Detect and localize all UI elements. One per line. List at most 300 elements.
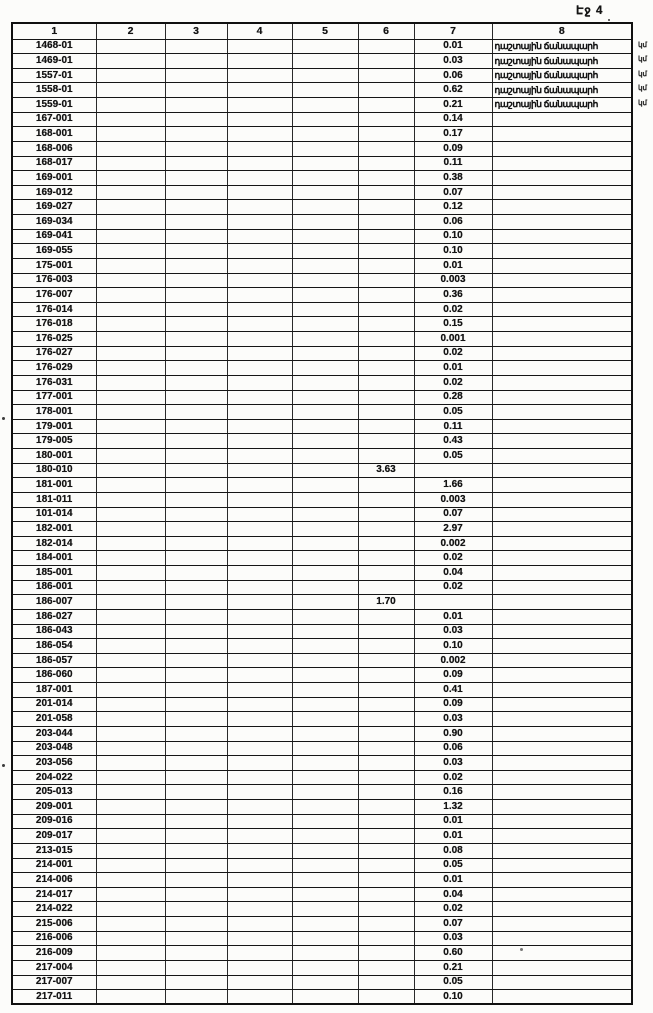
value-col6-cell xyxy=(358,668,414,683)
code-cell: 209-017 xyxy=(12,829,96,844)
road-type-cell xyxy=(492,200,632,215)
empty-cell xyxy=(227,800,292,815)
code-cell: 175-001 xyxy=(12,258,96,273)
value-col6-cell xyxy=(358,419,414,434)
empty-cell xyxy=(96,200,165,215)
road-type-cell xyxy=(492,990,632,1005)
value-col7-cell: 0.002 xyxy=(414,536,492,551)
value-col7-cell xyxy=(414,463,492,478)
value-col6-cell xyxy=(358,580,414,595)
empty-cell xyxy=(165,522,227,537)
value-col7-cell: 0.002 xyxy=(414,653,492,668)
scan-speck xyxy=(608,19,610,21)
code-cell: 213-015 xyxy=(12,843,96,858)
code-cell: 176-027 xyxy=(12,346,96,361)
value-col6-cell xyxy=(358,800,414,815)
empty-cell xyxy=(292,609,358,624)
value-col7-cell: 0.10 xyxy=(414,244,492,259)
table-row xyxy=(12,975,632,990)
empty-cell xyxy=(165,551,227,566)
value-col6-cell xyxy=(358,346,414,361)
road-type-label: դաշտային ճանապարհ xyxy=(494,55,598,66)
empty-cell xyxy=(292,419,358,434)
value-col7-cell: 0.001 xyxy=(414,332,492,347)
table-row xyxy=(12,273,632,288)
empty-cell xyxy=(165,990,227,1005)
empty-cell xyxy=(227,507,292,522)
value-col7-cell: 0.01 xyxy=(414,39,492,54)
empty-cell xyxy=(96,902,165,917)
empty-cell xyxy=(165,770,227,785)
road-type-cell xyxy=(492,54,647,69)
road-type-cell xyxy=(492,960,632,975)
table-row xyxy=(12,595,632,610)
empty-cell xyxy=(96,375,165,390)
empty-cell xyxy=(227,566,292,581)
table-row xyxy=(12,697,632,712)
empty-cell xyxy=(165,302,227,317)
road-type-cell xyxy=(492,507,632,522)
empty-cell xyxy=(96,624,165,639)
scan-speck xyxy=(520,948,523,951)
table-row xyxy=(12,639,632,654)
code-cell: 169-041 xyxy=(12,229,96,244)
table-row xyxy=(12,229,632,244)
road-type-cell xyxy=(492,258,632,273)
road-type-cell xyxy=(492,975,632,990)
value-col7-cell: 0.10 xyxy=(414,229,492,244)
empty-cell xyxy=(96,536,165,551)
empty-cell xyxy=(227,683,292,698)
value-col7-cell: 1.66 xyxy=(414,478,492,493)
table-header-row xyxy=(12,23,632,39)
road-type-cell xyxy=(492,609,632,624)
table-row xyxy=(12,405,632,420)
empty-cell xyxy=(165,668,227,683)
empty-cell xyxy=(227,697,292,712)
value-col6-cell xyxy=(358,960,414,975)
empty-cell xyxy=(165,609,227,624)
value-col6-cell xyxy=(358,302,414,317)
empty-cell xyxy=(96,156,165,171)
empty-cell xyxy=(96,683,165,698)
table-row xyxy=(12,785,632,800)
table-row xyxy=(12,463,632,478)
table-row xyxy=(12,829,632,844)
table-row xyxy=(12,98,632,113)
table-row xyxy=(12,156,632,171)
value-col7-cell: 0.03 xyxy=(414,756,492,771)
empty-cell xyxy=(165,756,227,771)
empty-cell xyxy=(292,229,358,244)
empty-cell xyxy=(227,726,292,741)
scan-speck xyxy=(2,417,5,420)
table-row xyxy=(12,712,632,727)
value-col7-cell: 0.09 xyxy=(414,697,492,712)
table-row xyxy=(12,449,632,464)
empty-cell xyxy=(96,478,165,493)
page-number: Էջ 4 xyxy=(576,5,604,17)
empty-cell xyxy=(165,712,227,727)
empty-cell xyxy=(165,566,227,581)
value-col7-cell: 0.02 xyxy=(414,302,492,317)
empty-cell xyxy=(292,317,358,332)
table-row xyxy=(12,668,632,683)
value-col6-cell xyxy=(358,770,414,785)
empty-cell xyxy=(165,171,227,186)
empty-cell xyxy=(165,463,227,478)
road-type-cell xyxy=(492,536,632,551)
code-cell: 209-016 xyxy=(12,814,96,829)
empty-cell xyxy=(96,273,165,288)
column-header: 3 xyxy=(165,23,227,39)
value-col7-cell: 0.21 xyxy=(414,960,492,975)
empty-cell xyxy=(227,639,292,654)
road-type-cell xyxy=(492,668,632,683)
value-col7-cell: 0.003 xyxy=(414,273,492,288)
code-cell: 178-001 xyxy=(12,405,96,420)
empty-cell xyxy=(227,419,292,434)
road-type-label: դաշտային ճանապարհ xyxy=(494,40,598,51)
empty-cell xyxy=(165,229,227,244)
code-cell: 201-014 xyxy=(12,697,96,712)
empty-cell xyxy=(227,317,292,332)
value-col7-cell: 0.02 xyxy=(414,375,492,390)
empty-cell xyxy=(165,405,227,420)
empty-cell xyxy=(96,229,165,244)
empty-cell xyxy=(165,653,227,668)
empty-cell xyxy=(165,156,227,171)
empty-cell xyxy=(227,288,292,303)
table-row xyxy=(12,946,632,961)
empty-cell xyxy=(96,288,165,303)
value-col7-cell: 0.38 xyxy=(414,171,492,186)
table-row xyxy=(12,317,632,332)
value-col6-cell xyxy=(358,449,414,464)
value-col7-cell: 0.02 xyxy=(414,902,492,917)
empty-cell xyxy=(96,609,165,624)
table-row xyxy=(12,756,632,771)
code-cell: 182-001 xyxy=(12,522,96,537)
empty-cell xyxy=(292,361,358,376)
empty-cell xyxy=(227,580,292,595)
table-row xyxy=(12,814,632,829)
empty-cell xyxy=(96,814,165,829)
empty-cell xyxy=(165,98,227,113)
code-cell: 184-001 xyxy=(12,551,96,566)
empty-cell xyxy=(292,580,358,595)
empty-cell xyxy=(96,141,165,156)
empty-cell xyxy=(96,83,165,98)
value-col6-cell xyxy=(358,814,414,829)
road-type-cell xyxy=(492,478,632,493)
empty-cell xyxy=(165,917,227,932)
value-col7-cell: 0.10 xyxy=(414,990,492,1005)
value-col7-cell: 0.11 xyxy=(414,419,492,434)
road-type-cell xyxy=(492,858,632,873)
value-col6-cell xyxy=(358,712,414,727)
table-row xyxy=(12,200,632,215)
code-cell: 176-007 xyxy=(12,288,96,303)
empty-cell xyxy=(165,332,227,347)
table-row xyxy=(12,858,632,873)
code-cell: 176-014 xyxy=(12,302,96,317)
value-col7-cell: 0.08 xyxy=(414,843,492,858)
value-col6-cell xyxy=(358,551,414,566)
value-col7-cell: 0.01 xyxy=(414,873,492,888)
empty-cell xyxy=(96,697,165,712)
road-type-cell xyxy=(492,522,632,537)
table-row xyxy=(12,171,632,186)
code-cell: 1557-01 xyxy=(12,68,96,83)
empty-cell xyxy=(96,492,165,507)
value-col7-cell: 0.17 xyxy=(414,127,492,142)
empty-cell xyxy=(227,668,292,683)
empty-cell xyxy=(165,829,227,844)
empty-cell xyxy=(292,141,358,156)
value-col7-cell xyxy=(414,595,492,610)
table-row xyxy=(12,215,632,230)
empty-cell xyxy=(96,931,165,946)
road-data-table xyxy=(11,22,647,1005)
empty-cell xyxy=(227,960,292,975)
empty-cell xyxy=(96,346,165,361)
road-type-cell xyxy=(492,375,632,390)
road-type-cell xyxy=(492,843,632,858)
empty-cell xyxy=(227,39,292,54)
empty-cell xyxy=(227,931,292,946)
empty-cell xyxy=(292,83,358,98)
value-col7-cell: 0.36 xyxy=(414,288,492,303)
road-type-cell xyxy=(492,551,632,566)
empty-cell xyxy=(292,975,358,990)
empty-cell xyxy=(165,683,227,698)
value-col6-cell xyxy=(358,536,414,551)
road-type-cell xyxy=(492,244,632,259)
code-cell: 168-001 xyxy=(12,127,96,142)
empty-cell xyxy=(227,946,292,961)
table-row xyxy=(12,887,632,902)
value-col6-cell xyxy=(358,975,414,990)
value-col6-cell xyxy=(358,317,414,332)
value-col6-cell xyxy=(358,843,414,858)
table-row xyxy=(12,434,632,449)
empty-cell xyxy=(165,258,227,273)
code-cell: 204-022 xyxy=(12,770,96,785)
empty-cell xyxy=(292,98,358,113)
value-col6-cell xyxy=(358,361,414,376)
empty-cell xyxy=(165,434,227,449)
code-cell: 176-031 xyxy=(12,375,96,390)
code-cell: 203-048 xyxy=(12,741,96,756)
code-cell: 169-001 xyxy=(12,171,96,186)
value-col7-cell: 0.90 xyxy=(414,726,492,741)
empty-cell xyxy=(96,873,165,888)
value-col6-cell xyxy=(358,39,414,54)
value-col6-cell xyxy=(358,112,414,127)
empty-cell xyxy=(227,229,292,244)
table-row xyxy=(12,536,632,551)
empty-cell xyxy=(292,54,358,69)
empty-cell xyxy=(165,244,227,259)
road-type-cell xyxy=(492,887,632,902)
table-row xyxy=(12,551,632,566)
value-col7-cell: 0.14 xyxy=(414,112,492,127)
value-col7-cell: 0.01 xyxy=(414,814,492,829)
empty-cell xyxy=(292,785,358,800)
code-cell: 215-006 xyxy=(12,917,96,932)
code-cell: 214-001 xyxy=(12,858,96,873)
table-row xyxy=(12,492,632,507)
column-header: 8 xyxy=(492,23,632,39)
empty-cell xyxy=(96,171,165,186)
table-row xyxy=(12,112,632,127)
empty-cell xyxy=(96,68,165,83)
value-col6-cell xyxy=(358,141,414,156)
value-col7-cell: 0.03 xyxy=(414,624,492,639)
empty-cell xyxy=(165,507,227,522)
empty-cell xyxy=(292,931,358,946)
road-type-cell xyxy=(492,712,632,727)
value-col6-cell xyxy=(358,288,414,303)
empty-cell xyxy=(96,595,165,610)
empty-cell xyxy=(227,551,292,566)
empty-cell xyxy=(165,185,227,200)
empty-cell xyxy=(96,975,165,990)
road-type-cell xyxy=(492,566,632,581)
empty-cell xyxy=(96,317,165,332)
road-type-cell xyxy=(492,112,632,127)
value-col7-cell: 0.05 xyxy=(414,975,492,990)
road-type-cell xyxy=(492,756,632,771)
empty-cell xyxy=(96,405,165,420)
empty-cell xyxy=(292,405,358,420)
code-cell: 186-057 xyxy=(12,653,96,668)
code-cell: 1559-01 xyxy=(12,98,96,113)
empty-cell xyxy=(227,185,292,200)
road-type-cell xyxy=(492,683,632,698)
code-cell: 176-003 xyxy=(12,273,96,288)
code-cell: 179-001 xyxy=(12,419,96,434)
road-type-cell xyxy=(492,171,632,186)
empty-cell xyxy=(165,873,227,888)
road-type-cell xyxy=(492,302,632,317)
table-row xyxy=(12,507,632,522)
road-type-cell xyxy=(492,361,632,376)
empty-cell xyxy=(292,741,358,756)
value-col6-cell xyxy=(358,405,414,420)
code-cell: 214-022 xyxy=(12,902,96,917)
value-col6-cell xyxy=(358,215,414,230)
empty-cell xyxy=(96,712,165,727)
road-type-cell xyxy=(492,931,632,946)
empty-cell xyxy=(96,361,165,376)
empty-cell xyxy=(96,449,165,464)
code-cell: 1558-01 xyxy=(12,83,96,98)
empty-cell xyxy=(96,785,165,800)
code-cell: 187-001 xyxy=(12,683,96,698)
empty-cell xyxy=(96,639,165,654)
empty-cell xyxy=(96,419,165,434)
empty-cell xyxy=(165,975,227,990)
empty-cell xyxy=(96,668,165,683)
value-col7-cell: 0.05 xyxy=(414,405,492,420)
value-col7-cell: 0.06 xyxy=(414,741,492,756)
value-col7-cell: 2.97 xyxy=(414,522,492,537)
value-col7-cell: 0.62 xyxy=(414,83,492,98)
empty-cell xyxy=(292,683,358,698)
road-type-label: դաշտային ճանապարհ xyxy=(494,84,598,95)
value-col6-cell xyxy=(358,902,414,917)
empty-cell xyxy=(292,960,358,975)
empty-cell xyxy=(96,244,165,259)
empty-cell xyxy=(227,814,292,829)
road-type-cell xyxy=(492,288,632,303)
value-col7-cell: 0.05 xyxy=(414,449,492,464)
empty-cell xyxy=(96,843,165,858)
road-type-cell xyxy=(492,185,632,200)
empty-cell xyxy=(96,112,165,127)
code-cell: 176-018 xyxy=(12,317,96,332)
value-col6-cell xyxy=(358,375,414,390)
empty-cell xyxy=(292,258,358,273)
value-col6-cell xyxy=(358,390,414,405)
table-row xyxy=(12,39,632,54)
empty-cell xyxy=(96,887,165,902)
road-type-cell xyxy=(492,624,632,639)
empty-cell xyxy=(227,609,292,624)
code-cell: 186-060 xyxy=(12,668,96,683)
value-col6-cell xyxy=(358,98,414,113)
empty-cell xyxy=(96,390,165,405)
code-cell: 217-004 xyxy=(12,960,96,975)
empty-cell xyxy=(227,887,292,902)
code-cell: 201-058 xyxy=(12,712,96,727)
value-col6-cell xyxy=(358,873,414,888)
road-type-cell xyxy=(492,273,632,288)
table-row xyxy=(12,244,632,259)
empty-cell xyxy=(227,54,292,69)
empty-cell xyxy=(292,215,358,230)
value-col6-cell xyxy=(358,273,414,288)
empty-cell xyxy=(292,639,358,654)
empty-cell xyxy=(96,829,165,844)
value-col6-cell: 1.70 xyxy=(358,595,414,610)
road-type-cell xyxy=(492,215,632,230)
code-cell: 168-017 xyxy=(12,156,96,171)
empty-cell xyxy=(165,887,227,902)
code-cell: 209-001 xyxy=(12,800,96,815)
column-header: 1 xyxy=(12,23,96,39)
table-row xyxy=(12,288,632,303)
code-cell: 176-025 xyxy=(12,332,96,347)
column-header: 4 xyxy=(227,23,292,39)
value-col6-cell xyxy=(358,653,414,668)
empty-cell xyxy=(165,800,227,815)
value-col7-cell: 0.09 xyxy=(414,668,492,683)
table-row xyxy=(12,390,632,405)
empty-cell xyxy=(292,492,358,507)
empty-cell xyxy=(165,946,227,961)
value-col7-cell: 0.28 xyxy=(414,390,492,405)
value-col6-cell xyxy=(358,507,414,522)
road-type-cell xyxy=(492,595,632,610)
empty-cell xyxy=(292,756,358,771)
table-row xyxy=(12,726,632,741)
code-cell: 214-006 xyxy=(12,873,96,888)
road-type-cell xyxy=(492,697,632,712)
value-col7-cell: 0.04 xyxy=(414,887,492,902)
